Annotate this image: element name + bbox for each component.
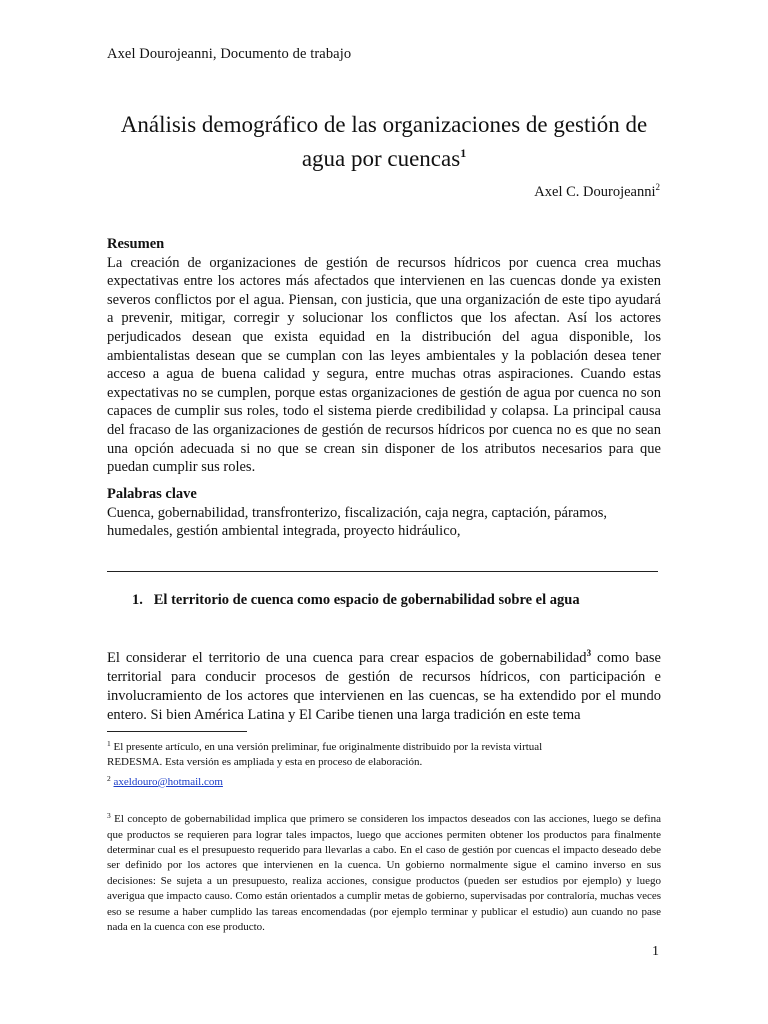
keywords-section [107,485,661,541]
footnote-3 [107,808,661,935]
footnotes-area [107,736,661,935]
paragraph-footnote-mark[interactable]: 3 [586,648,592,658]
author-name: Axel C. Dourojeanni [534,184,656,200]
footnote-2-mark: 2 [107,773,111,783]
section-1-number: 1. [132,592,143,608]
section-1-paragraph [107,644,661,725]
footnote-2 [107,771,661,790]
author-footnote-mark[interactable]: 2 [655,182,660,192]
footnote-3-text: El concepto de gobernabilidad implica que primero se consideren los impactos deseados con las acciones, luego se defina que productos se requieren para lograr tales impactos, luego que acciones permiten obtener los productos para finalmente determinar cual es el presupuesto requerido para llevarlas a cabo. En el caso de gestión por cuencas el impacto deseado debe ser definido por los actores que intervienen en la cuenca. Un gobierno normalmente sigue el camino inverso en sus decisiones: Se sujeta a un presupuesto, realiza acciones, consigue productos (pueden ser estudios por ejemplo) y luego averigua que impacto causo. Como están orientados a cumplir metas de gobierno, supervisadas por contraloría, muchas veces eso se resume a haber cumplido las tareas encomendadas (por ejemplo terminar y publicar el estudio) aun cuando no pase nada en la cuenca con ese producto. [107,813,661,934]
footnote-1-mark: 1 [107,739,111,748]
paragraph-text-end: como base territorial para conducir procesos de gestión de recursos hídricos, con participación e involucramiento de los actores que intervienen en las cuencas, se ha extendido por el mundo entero. Si bien América Latina y El Caribe tienen una larga tradición en este tema [107,650,661,723]
email-link[interactable]: axeldouro@hotmail.com [113,775,223,788]
keywords-heading: Palabras clave [107,486,197,502]
keywords-line-2: humedales, gestión ambiental integrada, proyecto hidráulico, [107,523,461,540]
keywords-line-1: Cuenca, gobernabilidad, transfronterizo, fiscalización, caja negra, captación, páramos, [107,504,608,521]
footnote-1-text: El presente artículo, en una versión preliminar, fue originalmente distribuido por la revista virtual [110,741,543,753]
title-text: Análisis demográfico de las organizaciones de gestión de agua por cuencas [120,112,648,171]
document-title [100,110,668,173]
footnote-3-mark: 3 [107,811,111,821]
section-1-heading [132,592,580,609]
abstract-section [107,235,661,477]
author-line [534,182,660,201]
section-divider [107,571,658,572]
running-head: Axel Dourojeanni, Documento de trabajo [107,46,352,62]
title-footnote-mark[interactable]: 1 [460,146,467,160]
paragraph-text-start: El considerar el territorio de una cuenca para crear espacios de gobernabilidad [107,650,587,666]
footnote-1-continued: REDESMA. Esta versión es ampliada y esta en proceso de elaboración. [107,756,423,769]
section-1-title: El territorio de cuenca como espacio de gobernabilidad sobre el agua [153,592,580,608]
abstract-heading: Resumen [107,236,165,252]
page-number: 1 [652,944,659,959]
footnote-1 [107,736,661,755]
footnote-separator [107,731,247,732]
abstract-text: La creación de organizaciones de gestión de recursos hídricos por cuenca crea muchas expectativas entre los actores más afectados que intervienen en las cuencas donde ya existen severos conflictos por el agua. Piensan, con justicia, que una organización de este tipo ayudará a prevenir, mitigar, corregir y solucionar los conflictos que los afectan. Así los actores perjudicados desean que exista equidad en la distribución del agua disponible, los ambientalistas desean que se cumplan con las leyes ambientales y la población desea tener acceso a agua de buena calidad y segura, entre muchas otras aspiraciones. Cuando estas expectativas no se cumplen, porque estas organizaciones de gestión de agua por cuenca no son capaces de cumplir sus roles, todo el sistema pierde credibilidad y colapsa. La principal causa del fracaso de las organizaciones de gestión de recursos hídricos por cuenca no es que no sean una opción adecuada si no que se crean sin disponer de los atributos necesarios para que puedan cumplir sus roles. [107,254,661,476]
